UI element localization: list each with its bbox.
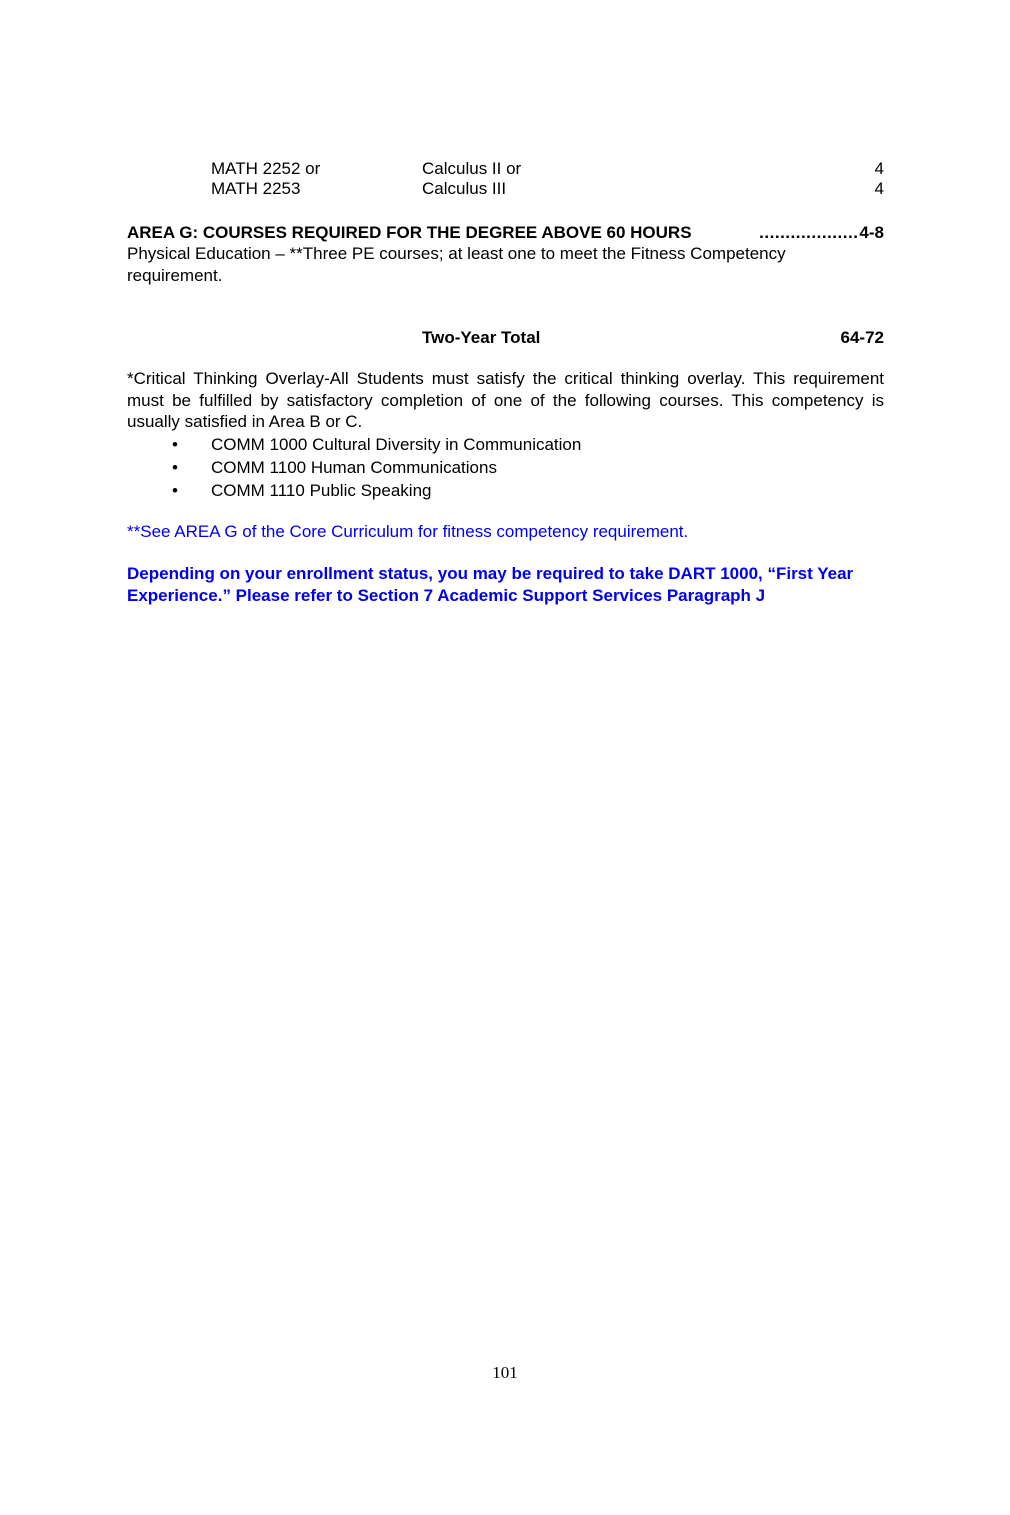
area-g-heading: [127, 222, 884, 244]
course-name: COMM 1000 Cultural Diversity in Communication: [211, 435, 582, 454]
fitness-competency-note: **See AREA G of the Core Curriculum for fitness competency requirement.: [127, 522, 689, 541]
two-year-total-row: [127, 327, 884, 349]
list-item: [127, 456, 884, 479]
bullet-icon: •: [172, 435, 178, 454]
course-hours: 4: [874, 179, 884, 198]
area-g-dot-leader: ...................: [759, 223, 859, 242]
course-name: COMM 1110 Public Speaking: [211, 481, 432, 500]
course-hours: 4: [874, 159, 884, 178]
course-code: MATH 2252 or: [211, 159, 321, 178]
course-row-math-2252: [211, 159, 884, 179]
critical-thinking-paragraph: *Critical Thinking Overlay-All Students must satisfy the critical thinking overlay. This requirement must be fulfilled by satisfactory completion of one of the following courses. This competency is usually satisfied in Area B or C.: [127, 369, 884, 431]
area-g-hours: 4-8: [859, 223, 884, 242]
total-label: Two-Year Total: [422, 328, 541, 347]
physical-education-text: Physical Education – **Three PE courses; at least one to meet the Fitness Competency requirement.: [127, 244, 786, 285]
list-item: [127, 479, 884, 502]
critical-thinking-course-list: [127, 433, 884, 502]
bullet-icon: •: [172, 481, 178, 500]
dart-1000-note: Depending on your enrollment status, you may be required to take DART 1000, “First Year Experience.” Please refer to Section 7 Academic Support Services Paragraph J: [127, 564, 854, 605]
page-number: 101: [492, 1363, 518, 1382]
course-code: MATH 2253: [211, 179, 301, 198]
course-name: COMM 1100 Human Communications: [211, 458, 497, 477]
total-value: 64-72: [840, 328, 884, 347]
course-title: Calculus II or: [422, 159, 522, 178]
list-item: [127, 433, 884, 456]
area-g-title: AREA G: COURSES REQUIRED FOR THE DEGREE ABOVE 60 HOURS: [127, 223, 692, 242]
course-row-math-2253: [211, 179, 884, 199]
bullet-icon: •: [172, 458, 178, 477]
course-title: Calculus III: [422, 179, 507, 198]
